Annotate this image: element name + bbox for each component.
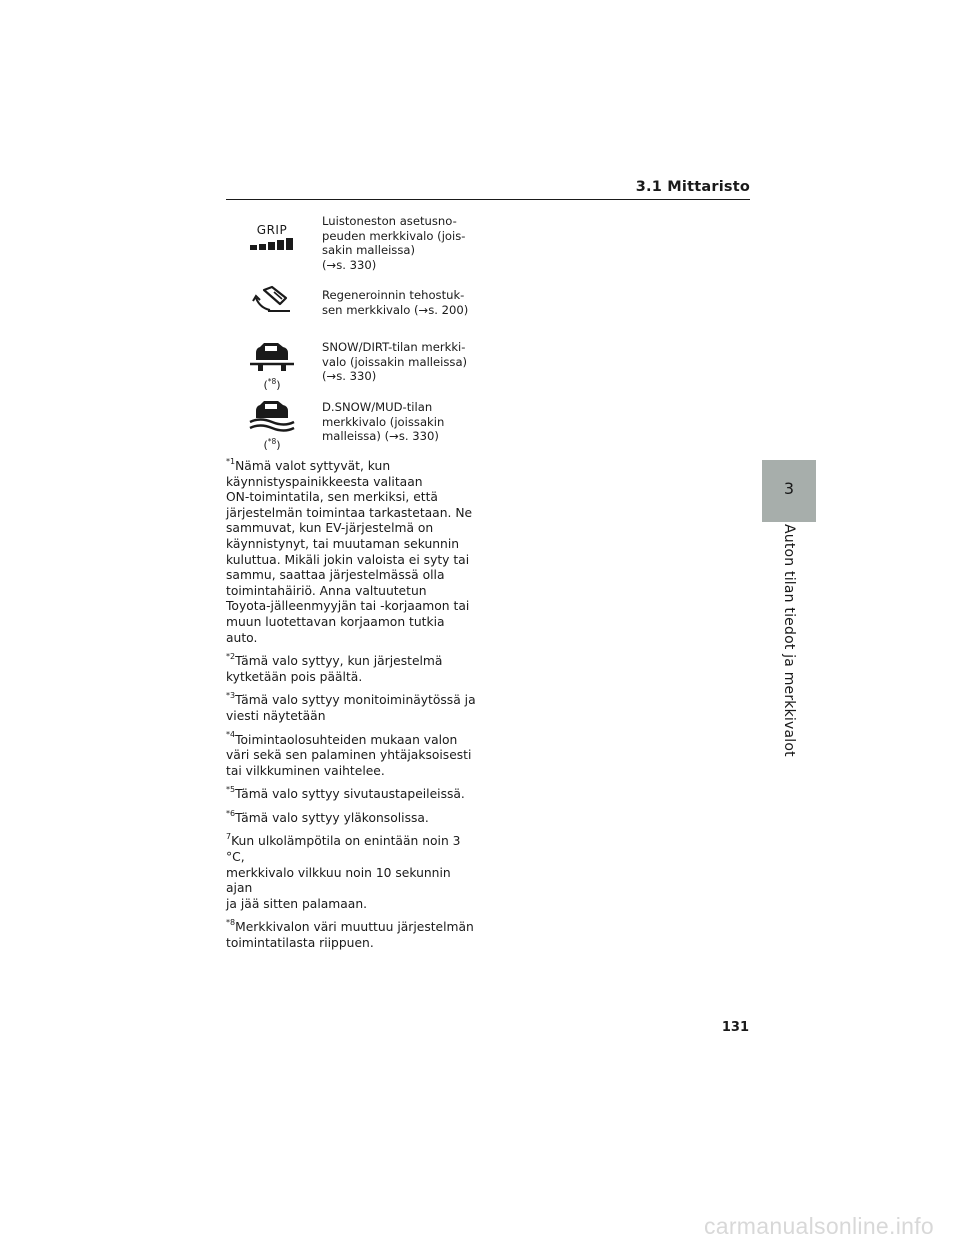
footnote: $^{*5}$Tämä valo syttyy sivutaustapeileissä.: [226, 785, 465, 802]
deep-snow-mud-mode-icon: [248, 400, 296, 434]
chapter-number: 3: [783, 479, 795, 498]
page-number: 131: [721, 1020, 749, 1035]
footnotes: [226, 456, 476, 960]
indicator-description: Regeneroinnin tehostuk- sen merkkivalo (→s. 200): [322, 288, 469, 317]
footnote: $^{*8}$Merkkivalon väri muuttuu järjestelmän toimintatilasta riippuen.: [226, 918, 474, 951]
footnote: $^{*2}$Tämä valo syttyy, kun järjestelmä kytketään pois päältä.: [226, 652, 443, 684]
snow-dirt-mode-icon: [248, 340, 296, 374]
footnote: $^{*3}$Tämä valo syttyy monitoiminäytössä ja viesti näytetään: [226, 691, 476, 723]
footnote: $^{*1}$Nämä valot syttyvät, kun käynnistyspainikkeesta valitaan ON-toimintatila, sen merkiksi, että järjestelmän toimintaa tarkastetaan. Ne sammuvat, kun EV-järjestelmä on käynnistynyt, tai muutaman sekunnin kuluttua. Mikäli jokin valoista ei syty tai sammu, saattaa järjestelmässä olla toimintahäiriö. Anna valtuutetun Toyota-jälleenmyyjän tai -korjaamon tai muun luotettavan korjaamon tutkia auto.: [226, 456, 473, 645]
header-divider: [226, 199, 750, 200]
footnote: $^7$Kun ulkolämpötila on enintään noin 3 °C, merkkivalo vilkkuu noin 10 sekunnin ajan ja jää sitten palamaan.: [226, 832, 461, 911]
footnote: $^{*6}$Tämä valo syttyy yläkonsolissa.: [226, 808, 429, 825]
footnote-reference: ($^{*8}$): [263, 377, 281, 392]
regeneration-boost-icon: [226, 284, 318, 314]
indicator-description: D.SNOW/MUD-tilan merkkivalo (joissakin malleissa) (→s. 330): [322, 400, 445, 443]
chapter-tab: [762, 460, 816, 522]
watermark: carmanualsonline.info: [703, 1213, 934, 1239]
chapter-label: Auton tilan tiedot ja merkkivalot: [781, 524, 797, 757]
indicator-description: Luistoneston asetusno- peuden merkkivalo (jois- sakin malleissa) (→s. 330): [322, 214, 466, 272]
footnote: $^{*4}$Toimintaolosuhteiden mukaan valon väri sekä sen palaminen yhtäjaksoisesti tai vilkkuminen vaihtelee.: [226, 730, 472, 778]
footnote-reference: ($^{*8}$): [263, 437, 281, 452]
indicator-description: SNOW/DIRT-tilan merkki- valo (joissakin malleissa) (→s. 330): [322, 340, 468, 383]
grip-traction-icon: GRIP: [226, 224, 318, 250]
section-title: 3.1 Mittaristo: [635, 179, 750, 195]
